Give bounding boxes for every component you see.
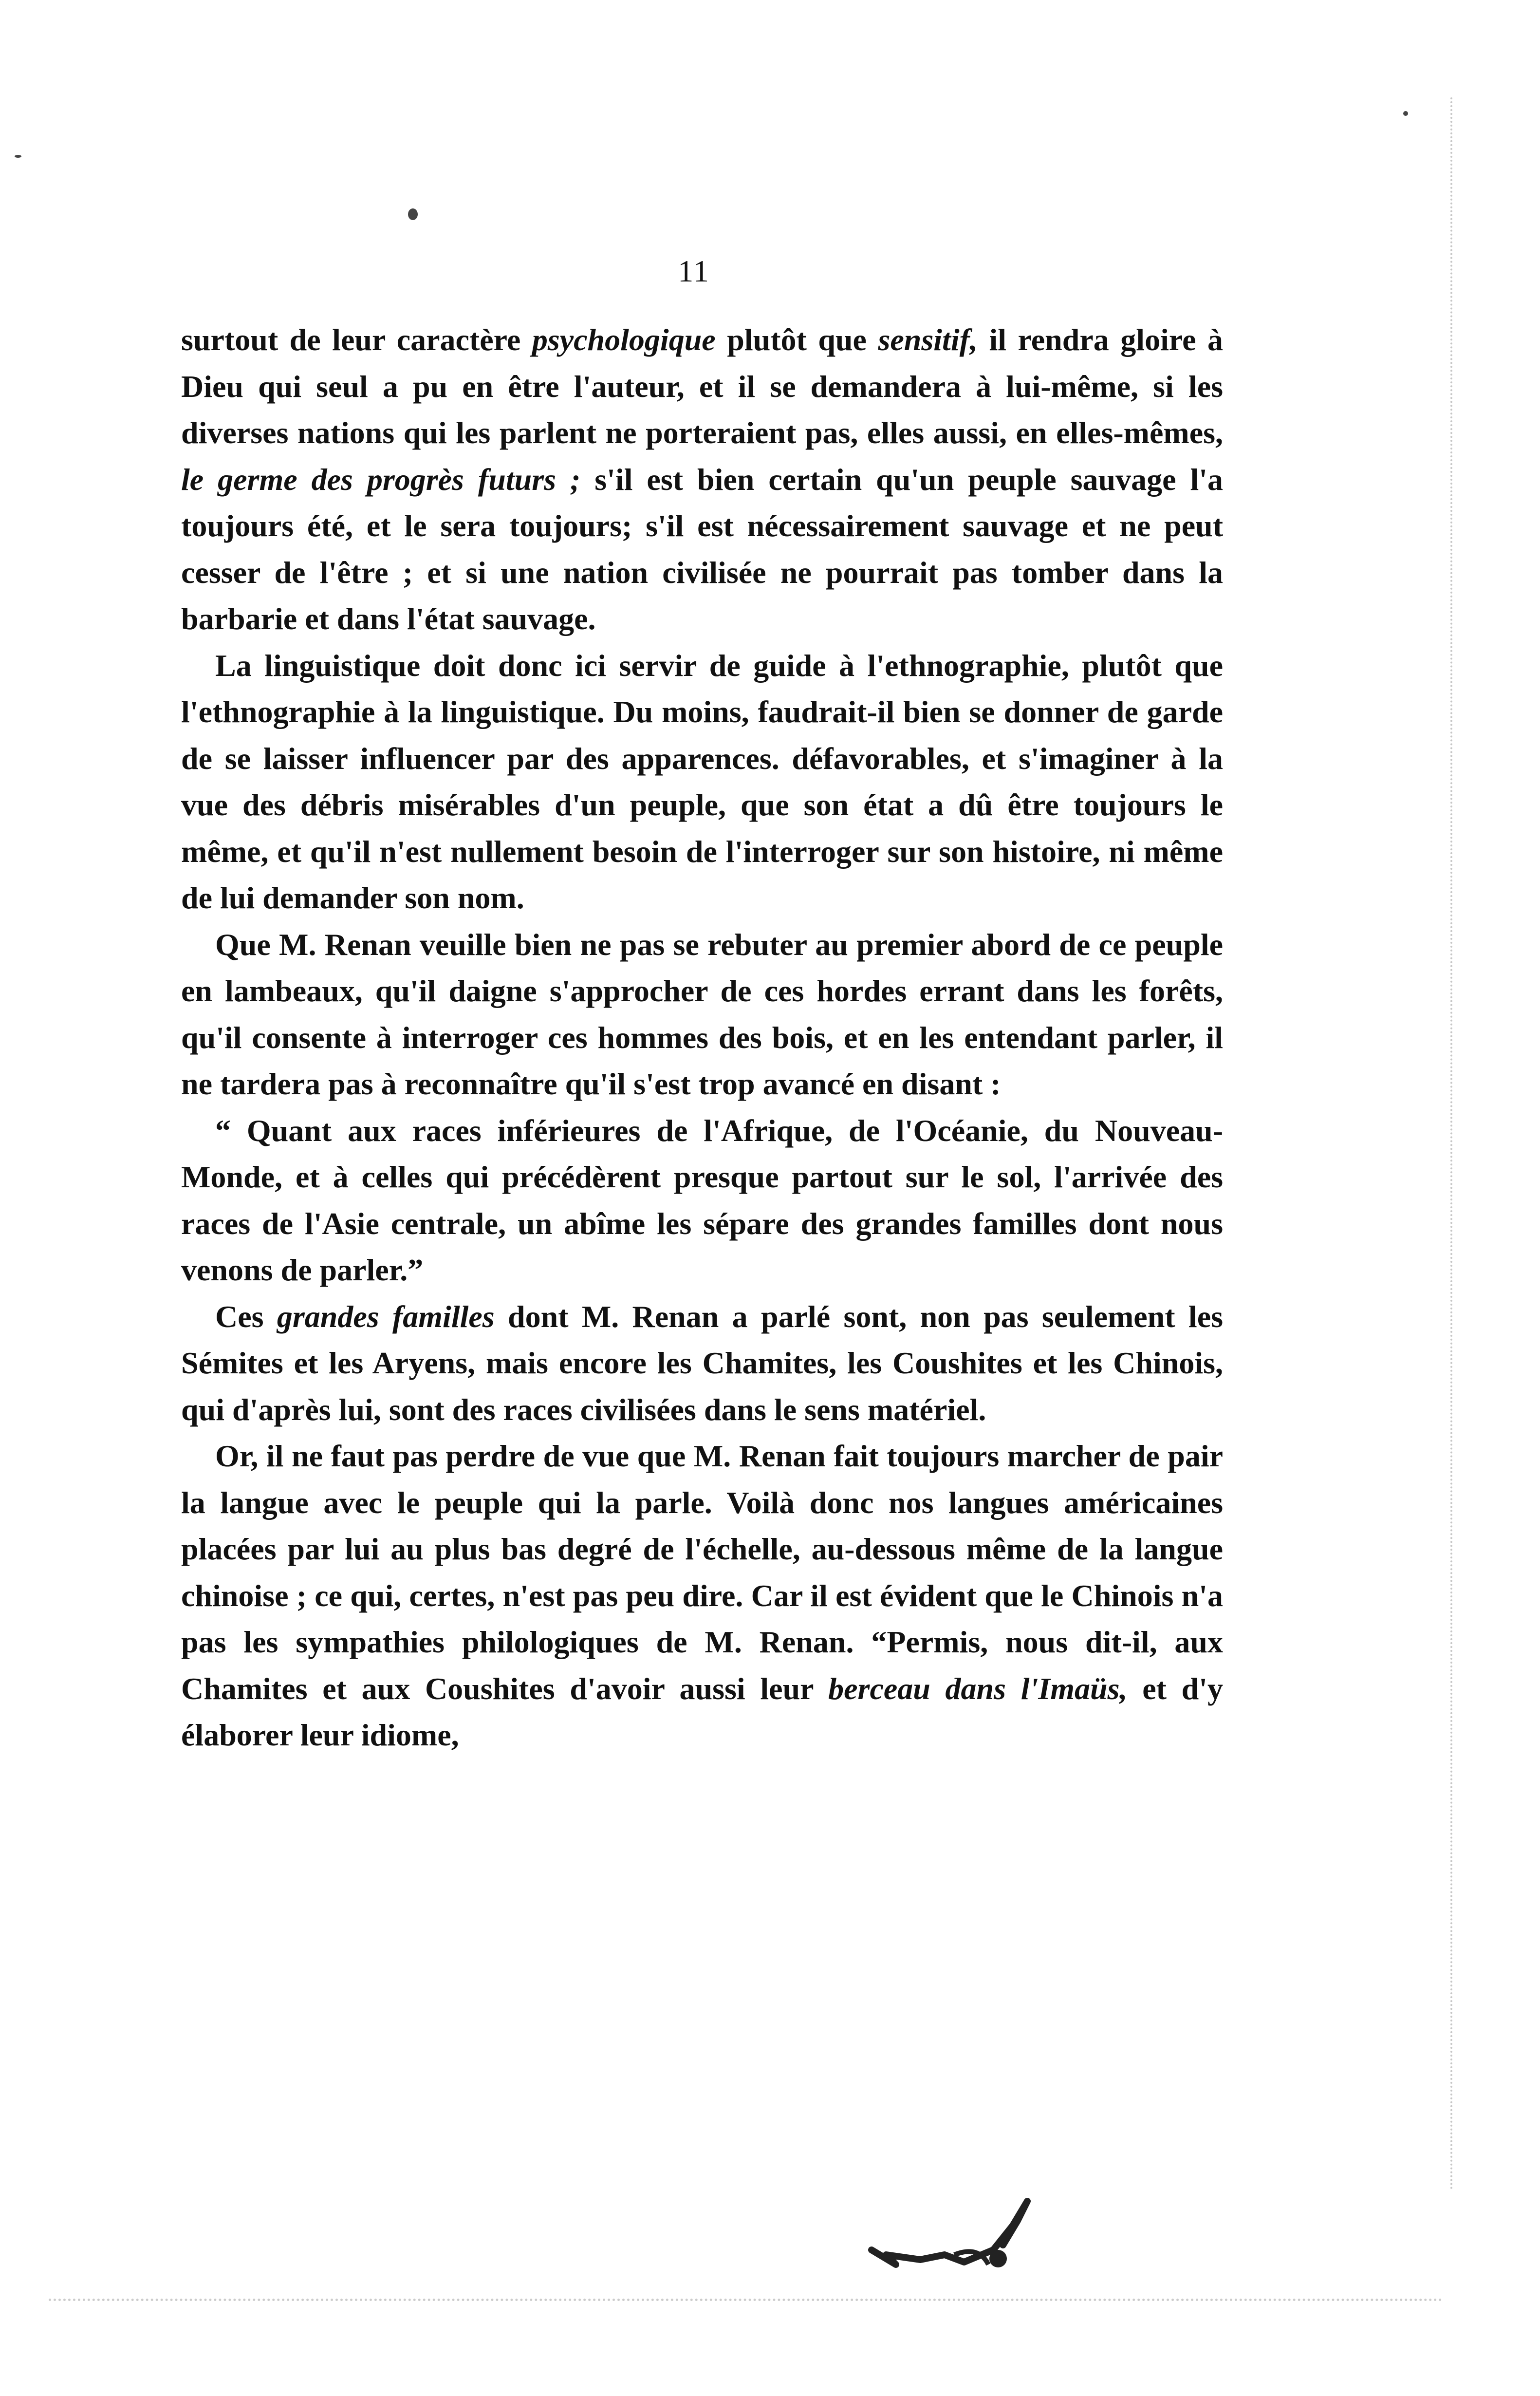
italic-text: grandes familles: [277, 1299, 495, 1334]
text-run: surtout de leur caractère: [181, 322, 532, 357]
text-run: Ces: [215, 1299, 277, 1334]
paragraph: [181, 1433, 1223, 1759]
italic-text: sensitif,: [878, 322, 978, 357]
italic-text: le germe des progrès futurs ;: [181, 462, 581, 497]
text-run: il rendra gloire à Dieu qui seul a pu en être l'auteur, et il se demandera à lui-même, si les diverses nations qui les parlent ne porteraient pas, elles aussi, en elles-mêmes,: [181, 322, 1224, 450]
ink-speck: [408, 208, 418, 220]
text-run: s'il est bien certain qu'un peuple sauvage l'a toujours été, et le sera toujours; s'il est nécessairement sauvage et ne peut cesser de l'être ; et si une nation civilisée ne pourrait pas tomber dans la barbarie et dans l'état sauvage.: [181, 462, 1224, 636]
text-run: plutôt que: [715, 322, 878, 357]
page-number: 11: [678, 254, 710, 288]
paragraph: [181, 1293, 1223, 1433]
scan-bottom-noise: [49, 2284, 1443, 2301]
text-run: Que M. Renan veuille bien ne pas se rebuter au premier abord de ce peuple en lambeaux, qu'il daigne s'approcher de ces hordes errant dans les forêts, qu'il consente à interroger ces hommes des bois, et en les entendant parler, il ne tardera pas à reconnaître qu'il s'est trop avancé en disant :: [181, 927, 1223, 1101]
text-run: et d'y élaborer leur idiome,: [181, 1671, 1224, 1752]
paragraph: [181, 1107, 1223, 1293]
scan-edge-noise: [1421, 97, 1452, 2191]
paragraph: [181, 317, 1223, 642]
paragraph: [181, 921, 1223, 1107]
italic-text: psychologique: [532, 322, 716, 357]
italic-text: berceau dans l'Imaüs,: [828, 1671, 1128, 1706]
ink-speck: [15, 155, 21, 158]
text-run: dont M. Renan a parlé sont, non pas seulement les Sémites et les Aryens, mais encore les Chamites, les Coushites et les Chinois, qui d'après lui, sont des races civilisées dans le sens matériel.: [181, 1299, 1224, 1427]
body-text: [181, 317, 1223, 1759]
paragraph: [181, 642, 1223, 921]
ink-speck: [1403, 111, 1408, 116]
text-run: Or, il ne faut pas perdre de vue que M. Renan fait toujours marcher de pair la langue avec le peuple qui la parle. Voilà donc nos langues américaines placées par lui au plus bas degré de l'échelle, au-dessous même de la langue chinoise ; ce qui, certes, n'est pas peu dire. Car il est évident que le Chinois n'a pas les sympathies philologiques de M. Renan. “Permis, nous dit-il, aux Chamites et aux Coushites d'avoir aussi leur: [181, 1439, 1223, 1706]
ornament-icon: [867, 2191, 1061, 2274]
text-run: La linguistique doit donc ici servir de guide à l'ethnographie, plutôt que l'ethnographie à la linguistique. Du moins, faudrait-il bien se donner de garde de se laisser influencer par des apparences. défavorables, et s'imaginer à la vue des débris misérables d'un peuple, que son état a dû être toujours le même, et qu'il n'est nullement besoin de l'interroger sur son histoire, ni même de lui demander son nom.: [181, 648, 1223, 915]
text-run: “ Quant aux races inférieures de l'Afrique, de l'Océanie, du Nouveau-Monde, et à celles qui précédèrent presque partout sur le sol, l'arrivée des races de l'Asie centrale, un abîme les sépare des grandes familles dont nous venons de parler.”: [181, 1113, 1223, 1287]
